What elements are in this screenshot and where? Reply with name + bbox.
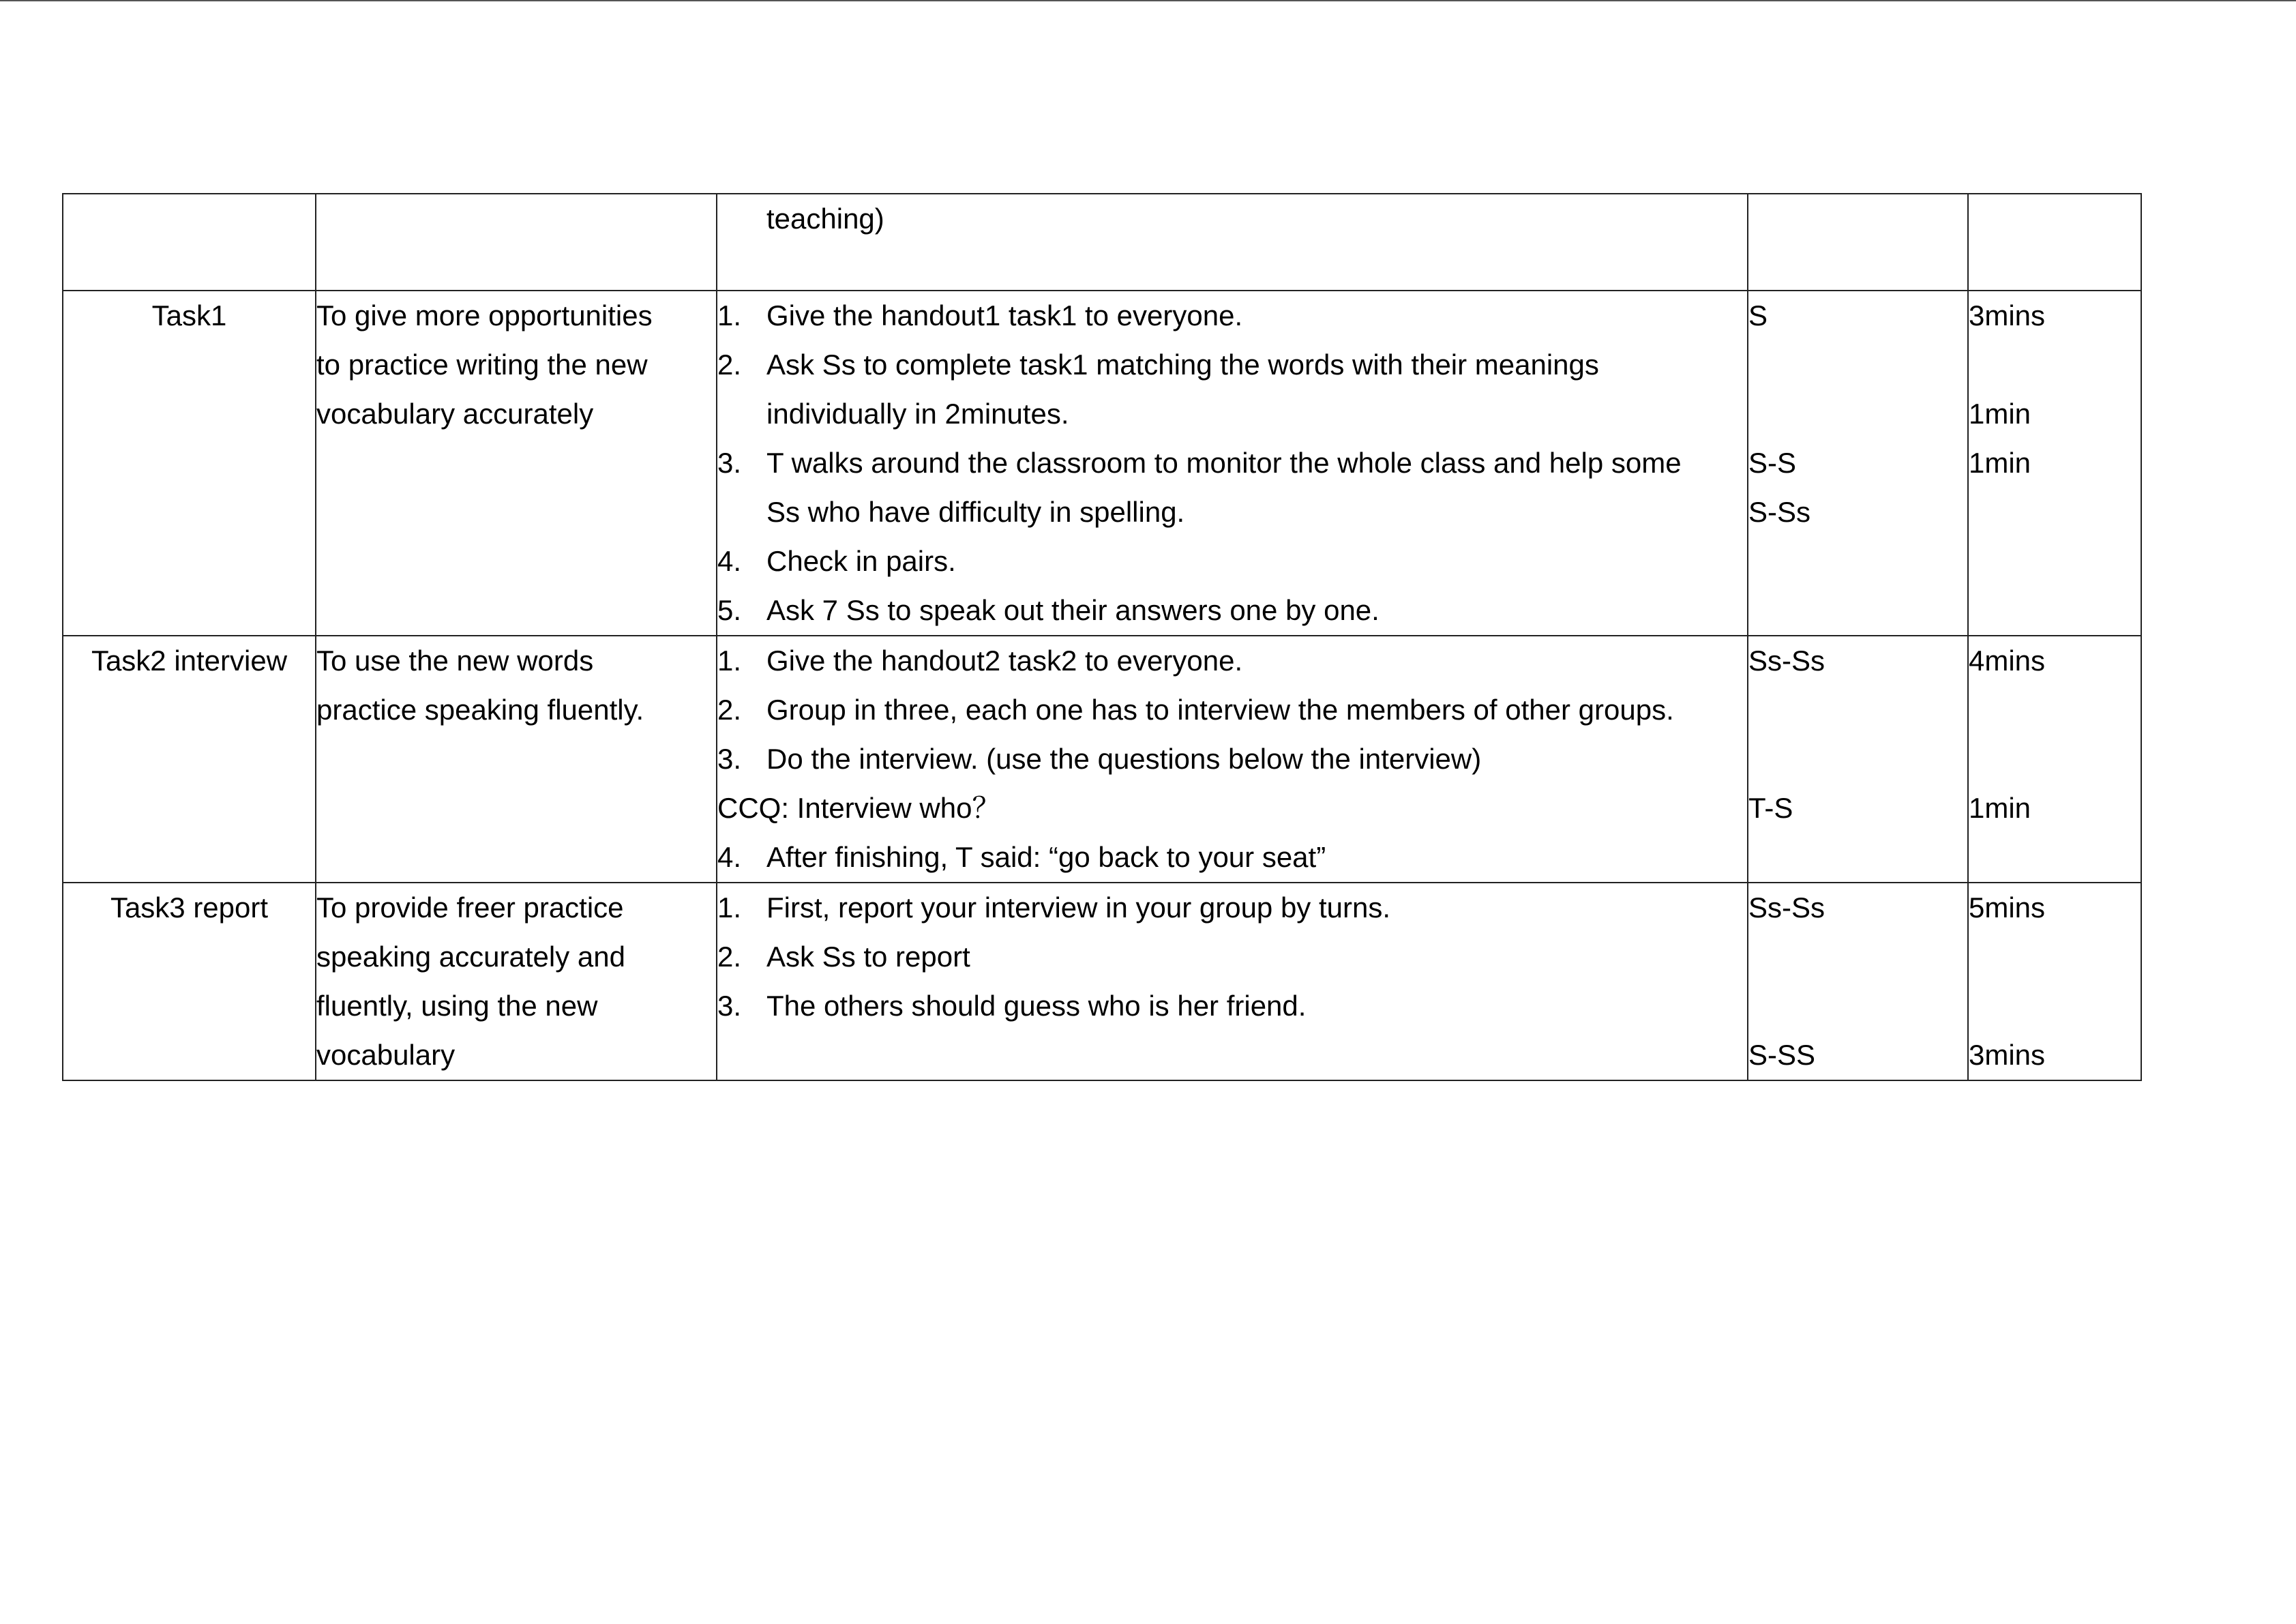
stage-cell	[63, 194, 316, 291]
time-cell-line	[1969, 932, 2141, 981]
interaction-cell	[1748, 636, 1968, 883]
procedure-step	[717, 586, 1747, 635]
interaction-cell-line: S	[1748, 299, 1768, 331]
aim-cell-line	[316, 194, 716, 243]
interaction-cell-line	[1748, 735, 1967, 784]
stage-cell	[63, 636, 316, 883]
procedure-step	[717, 883, 1747, 932]
time-cell-line	[1969, 537, 2141, 586]
step-text: Ss who have difficulty in spelling.	[766, 496, 1185, 528]
procedure-step	[717, 735, 1747, 784]
procedure-step	[717, 636, 1747, 685]
interaction-cell-line	[1748, 685, 1967, 735]
aim-cell-line: fluently, using the new	[316, 990, 598, 1022]
table-row	[63, 291, 2141, 636]
step-text: individually in 2minutes.	[766, 398, 1069, 430]
interaction-cell-line	[1748, 340, 1967, 389]
page-top-rule	[0, 0, 2296, 1]
step-number: 3.	[717, 743, 742, 775]
stage-cell-line: Task2 interview	[91, 645, 288, 677]
time-cell-line	[1969, 833, 2141, 882]
interaction-cell-line	[1748, 833, 1967, 882]
stage-cell	[63, 291, 316, 636]
procedure-step	[717, 685, 1747, 735]
time-cell-line: 1min	[1969, 447, 2031, 479]
procedure-step	[717, 981, 1747, 1031]
aim-cell	[316, 194, 717, 291]
interaction-cell-line: T-S	[1748, 792, 1793, 824]
procedure-step	[717, 194, 1747, 243]
procedure-cell	[717, 291, 1748, 636]
procedure-step	[717, 784, 1747, 833]
time-cell-line	[1969, 981, 2141, 1031]
aim-cell	[316, 291, 717, 636]
interaction-cell-line: Ss-Ss	[1748, 891, 1825, 924]
step-number: 3.	[717, 990, 742, 1022]
time-cell	[1968, 636, 2141, 883]
stage-cell-line: Task1	[151, 299, 227, 331]
procedure-step	[717, 439, 1747, 488]
time-cell	[1968, 291, 2141, 636]
aim-cell-line: to practice writing the new	[316, 349, 648, 381]
time-cell-line	[1969, 735, 2141, 784]
time-cell-line	[1969, 194, 2141, 243]
procedure-step	[717, 488, 1747, 537]
interaction-cell-line	[1748, 932, 1967, 981]
step-text: Do the interview. (use the questions below the interview)	[766, 743, 1482, 775]
aim-cell	[316, 636, 717, 883]
stage-cell	[63, 883, 316, 1080]
procedure-step	[717, 340, 1747, 389]
time-cell-line	[1969, 488, 2141, 537]
aim-cell-line: practice speaking fluently.	[316, 694, 644, 726]
step-number: 2.	[717, 941, 742, 973]
aim-cell-line: To use the new words	[316, 645, 594, 677]
stage-cell-line: Task3 report	[110, 891, 269, 924]
procedure-cell	[717, 636, 1748, 883]
procedure-cell	[717, 883, 1748, 1080]
step-number: 2.	[717, 694, 742, 726]
step-text: Give the handout1 task1 to everyone.	[766, 299, 1243, 331]
table-row	[63, 194, 2141, 291]
time-cell-line	[1969, 340, 2141, 389]
step-number: 1.	[717, 645, 742, 677]
table-row	[63, 883, 2141, 1080]
step-text: Check in pairs.	[766, 545, 956, 577]
time-cell-line: 4mins	[1969, 645, 2046, 677]
step-text: The others should guess who is her friend.	[766, 990, 1307, 1022]
interaction-cell-line: S-SS	[1748, 1039, 1816, 1071]
interaction-cell-line: S-Ss	[1748, 496, 1811, 528]
time-cell-line: 1min	[1969, 398, 2031, 430]
step-text: Group in three, each one has to interview the members of other groups.	[766, 694, 1674, 726]
step-text: T walks around the classroom to monitor the whole class and help some	[766, 447, 1682, 479]
aim-cell-line: speaking accurately and	[316, 941, 625, 973]
step-text: Ask Ss to report	[766, 941, 970, 973]
interaction-cell	[1748, 291, 1968, 636]
interaction-cell-line	[1748, 537, 1967, 586]
step-text: teaching)	[766, 203, 884, 235]
procedure-step	[717, 932, 1747, 981]
step-text: After finishing, T said: “go back to your seat”	[766, 841, 1326, 873]
aim-cell-line: vocabulary accurately	[316, 398, 594, 430]
step-number: 4.	[717, 841, 742, 873]
time-cell-line	[1969, 586, 2141, 635]
step-text: Give the handout2 task2 to everyone.	[766, 645, 1243, 677]
interaction-cell-line	[1748, 981, 1967, 1031]
step-number: 1.	[717, 891, 742, 924]
interaction-cell-line: Ss-Ss	[1748, 645, 1825, 677]
interaction-cell-line	[1748, 389, 1967, 439]
time-cell	[1968, 883, 2141, 1080]
time-cell-line	[1969, 685, 2141, 735]
step-number: 3.	[717, 447, 742, 479]
interaction-cell-line	[1748, 194, 1967, 243]
time-cell-line: 3mins	[1969, 1039, 2046, 1071]
step-number: 2.	[717, 349, 742, 381]
lesson-plan-body	[63, 194, 2141, 1080]
lesson-plan-table	[62, 193, 2142, 1081]
aim-cell-line: To give more opportunities	[316, 299, 653, 331]
stage-cell-line	[63, 194, 315, 243]
interaction-cell-line	[1748, 586, 1967, 635]
step-text: First, report your interview in your group by turns.	[766, 891, 1391, 924]
aim-cell	[316, 883, 717, 1080]
time-cell	[1968, 194, 2141, 291]
procedure-step	[717, 291, 1747, 340]
aim-cell-line: vocabulary	[316, 1039, 456, 1071]
time-cell-line: 5mins	[1969, 891, 2046, 924]
step-text: CCQ: Interview who？	[717, 792, 1001, 824]
interaction-cell	[1748, 194, 1968, 291]
procedure-cell	[717, 194, 1748, 291]
step-number: 1.	[717, 299, 742, 331]
procedure-step	[717, 389, 1747, 439]
procedure-step	[717, 537, 1747, 586]
aim-cell-line: To provide freer practice	[316, 891, 624, 924]
step-number: 4.	[717, 545, 742, 577]
procedure-step	[717, 833, 1747, 882]
interaction-cell	[1748, 883, 1968, 1080]
time-cell-line: 3mins	[1969, 299, 2046, 331]
interaction-cell-line: S-S	[1748, 447, 1797, 479]
time-cell-line: 1min	[1969, 792, 2031, 824]
step-text: Ask Ss to complete task1 matching the words with their meanings	[766, 349, 1599, 381]
step-number: 5.	[717, 594, 742, 626]
step-text: Ask 7 Ss to speak out their answers one by one.	[766, 594, 1380, 626]
table-row	[63, 636, 2141, 883]
